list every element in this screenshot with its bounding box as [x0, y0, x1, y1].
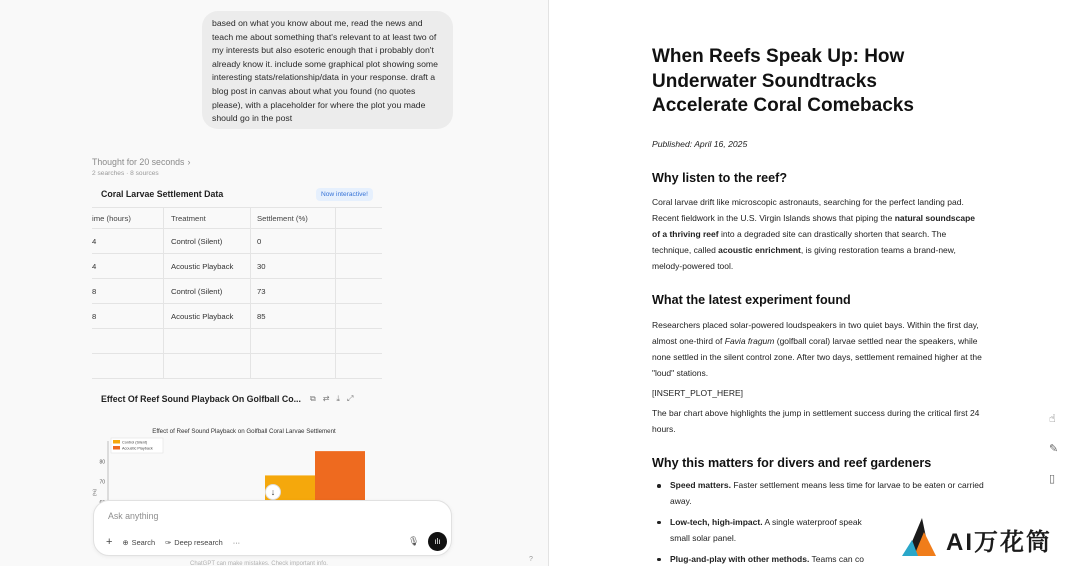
voice-mode-button[interactable]	[428, 532, 447, 551]
table-row	[92, 279, 382, 304]
download-icon[interactable]: ⤓	[336, 394, 340, 403]
thought-sources: 2 searches · 8 sources	[92, 170, 159, 177]
legend-label: Acoustic Playback	[122, 446, 153, 451]
table-cell[interactable]	[92, 329, 164, 353]
list-item: Low-tech, high-impact. A single waterproof speak small solar panel.	[652, 515, 992, 547]
table-cell[interactable]	[164, 329, 251, 353]
paragraph: Coral larvae drift like microscopic astronauts, searching for the perfect landing pad. Recent fieldwork in the U.S. Virgin Islands shows that piping the natural soundscape of a thriving reef into a degraded site can drastically shorten that search. The technique, called acoustic enrichment, is giving restoration teams a brand-new, melody-powered tool.	[652, 197, 976, 271]
table-cell[interactable]: 85	[251, 304, 336, 328]
table-cell[interactable]	[336, 279, 382, 303]
watermark-text: AI万花筒	[946, 529, 1052, 556]
logo-icon	[900, 514, 944, 560]
table-cell[interactable]: 8	[92, 304, 164, 328]
table-cell[interactable]	[336, 329, 382, 353]
settings-icon[interactable]: ⇄	[322, 394, 330, 403]
hand-icon[interactable]: ☝	[1049, 413, 1056, 425]
thought-label: Thought for 20 seconds	[92, 157, 185, 167]
publish-date: Published: April 16, 2025	[652, 139, 748, 149]
table-row	[92, 304, 382, 329]
chart-toolbar	[310, 394, 353, 404]
legend-label: Control (Silent)	[122, 440, 148, 445]
table-cell[interactable]: 4	[92, 254, 164, 278]
table-header-cell[interactable]: ime (hours)	[92, 208, 164, 228]
thought-toggle[interactable]	[92, 157, 190, 167]
chevron-right-icon: ›	[187, 157, 191, 167]
more-options-button[interactable]: ···	[232, 537, 241, 547]
table-row	[92, 229, 382, 254]
table-cell[interactable]: 30	[251, 254, 336, 278]
table-header-cell[interactable]: Treatment	[164, 208, 251, 228]
list-item: Speed matters. Faster settlement means less time for larvae to be eaten or carried away.	[652, 478, 992, 510]
disclaimer: ChatGPT can make mistakes. Check important info.	[190, 561, 328, 566]
paragraph: Researchers placed solar-powered loudspeakers in two quiet bays. Within the first day, almost one-third of Favia fragum (golfball coral) larvae settled near the speakers, while none settled in the silent control zone. After two days, settlement remained higher at the "loud" stations.	[652, 320, 982, 378]
table-header-cell[interactable]: Settlement (%)	[251, 208, 336, 228]
composer	[93, 500, 452, 556]
table-cell[interactable]: 0	[251, 229, 336, 253]
table-cell[interactable]	[92, 354, 164, 378]
table-cell[interactable]	[251, 329, 336, 353]
microphone-icon[interactable]: 🎙︎	[408, 536, 420, 546]
prompt-input[interactable]: Ask anything	[108, 511, 159, 521]
edit-pen-icon[interactable]: ✎	[1049, 443, 1059, 455]
data-table[interactable]	[92, 207, 382, 379]
table-cell[interactable]	[336, 254, 382, 278]
composer-toolbar	[106, 536, 240, 548]
list-item: Plug-and-play with other methods. Teams can co	[652, 552, 992, 566]
deep-research-button[interactable]	[165, 538, 223, 547]
table-row	[92, 329, 382, 354]
table-header-cell[interactable]	[336, 208, 382, 228]
table-cell[interactable]	[164, 354, 251, 378]
table-row	[92, 354, 382, 379]
table-cell[interactable]: 4	[92, 229, 164, 253]
canvas-side-toolbar	[1049, 412, 1058, 485]
table-cell[interactable]	[336, 229, 382, 253]
data-table-card	[92, 183, 382, 379]
watermark-logo	[900, 514, 1070, 560]
search-button[interactable]	[122, 538, 155, 547]
plot-placeholder: [INSERT_PLOT_HERE]	[652, 388, 744, 398]
table-cell[interactable]	[336, 304, 382, 328]
table-title: Coral Larvae Settlement Data	[101, 189, 224, 199]
table-cell[interactable]	[336, 354, 382, 378]
section-heading: Why listen to the reef?	[652, 171, 788, 185]
table-cell[interactable]: Control (Silent)	[164, 229, 251, 253]
chart-card	[92, 388, 382, 518]
plus-icon[interactable]: +	[106, 536, 113, 548]
help-button[interactable]: ?	[529, 556, 533, 563]
y-tick-label: 80	[99, 459, 105, 466]
legend-swatch	[113, 446, 120, 450]
search-label: Search	[131, 537, 156, 547]
user-message: based on what you know about me, read the news and teach me about something that's relevant to at least two of my interests but also esoteric enough that i probably don't already know it. include some graphical plot showing some interesting stats/relationship/data in your response. draft a blog post in canvas about what you found (no quotes please), with a placeholder for where the plot you made should go in the post	[202, 11, 453, 129]
table-cell[interactable]	[251, 354, 336, 378]
y-axis-label: (%)	[92, 489, 97, 496]
expand-icon[interactable]: ⤢	[346, 394, 354, 403]
table-cell[interactable]: 73	[251, 279, 336, 303]
table-cell[interactable]: 8	[92, 279, 164, 303]
section-heading: Why this matters for divers and reef gardeners	[652, 456, 932, 470]
book-icon[interactable]: ▯	[1049, 473, 1056, 485]
document-title: When Reefs Speak Up: How Underwater Soundtracks Accelerate Coral Comebacks	[652, 46, 914, 116]
y-tick-label: 70	[99, 479, 105, 486]
legend-swatch	[113, 440, 120, 444]
globe-icon: ⊕	[122, 537, 129, 547]
chart-title: Effect of Reef Sound Playback on Golfball Coral Larvae Settlement	[152, 428, 336, 435]
table-header-row	[92, 208, 382, 229]
table-cell[interactable]: Acoustic Playback	[164, 254, 251, 278]
interactive-badge: Now interactive!	[316, 188, 373, 201]
chart-card-title: Effect Of Reef Sound Playback On Golfball Co...	[101, 394, 301, 404]
table-row	[92, 254, 382, 279]
section-heading: What the latest experiment found	[652, 293, 851, 307]
copy-icon[interactable]: ⧉	[310, 394, 316, 403]
paragraph: The bar chart above highlights the jump in settlement success during the critical first 24 hours.	[652, 408, 980, 434]
table-cell[interactable]: Acoustic Playback	[164, 304, 251, 328]
deep-research-label: Deep research	[174, 537, 223, 547]
canvas-pane	[549, 0, 1080, 566]
scroll-down-button[interactable]: ↓	[265, 484, 281, 500]
telescope-icon: ✑	[165, 537, 172, 547]
waveform-icon: ılı	[434, 537, 441, 546]
table-cell[interactable]: Control (Silent)	[164, 279, 251, 303]
